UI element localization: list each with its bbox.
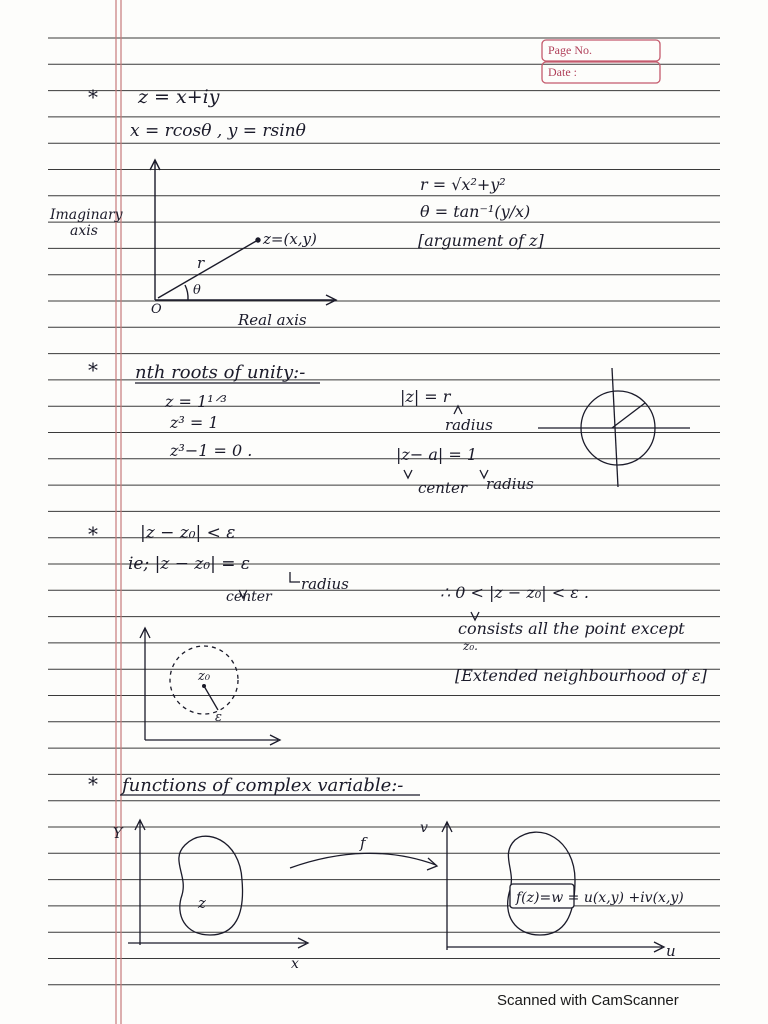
angle-arc: [185, 285, 188, 300]
eq-polar: x = rcosθ , y = rsinθ: [130, 121, 306, 141]
imaginary-axis-label-2: axis: [70, 223, 98, 239]
extended-note: [Extended neighbourhood of ε]: [455, 666, 707, 685]
origin-label: O: [151, 302, 162, 317]
f-arrow-label: f: [360, 834, 366, 852]
bullet-1: *: [88, 85, 98, 109]
modulus-eq-1: |z| = r: [400, 387, 451, 406]
theta-label: θ: [193, 283, 201, 298]
date-label: Date :: [548, 65, 577, 79]
functions-title: functions of complex variable:-: [122, 775, 404, 796]
roots-eq-3: z³−1 = 0 .: [170, 441, 253, 460]
u-axis-label: u: [666, 942, 676, 960]
r-formula: r = √x²+y²: [420, 175, 506, 194]
v-axis-label: v: [420, 820, 428, 836]
z-region-label: z: [198, 894, 206, 912]
radius-label-2: radius: [486, 475, 534, 493]
nbhd-eq-2: ie; |z − z₀| = ε: [128, 554, 251, 574]
consists-note: consists all the point except: [458, 619, 685, 638]
bullet-4: *: [88, 772, 98, 796]
roots-eq-1: z = 1¹ᐟ³: [165, 392, 227, 411]
x-axis-label: x: [291, 956, 299, 972]
z0-point: [202, 684, 206, 688]
r-label: r: [197, 254, 205, 272]
roots-eq-2: z³ = 1: [170, 413, 219, 432]
bullet-2: *: [88, 358, 98, 382]
roots-title: nth roots of unity:-: [135, 362, 306, 383]
unit-circle-radius: [612, 403, 645, 428]
z0-label: z₀: [198, 669, 211, 684]
center-label-3: center: [226, 589, 272, 605]
radius-hook-3: [290, 572, 300, 582]
imaginary-axis-label-1: Imaginary: [50, 207, 123, 223]
z-region-blob: [179, 836, 243, 935]
section-complex-functions: [120, 795, 664, 952]
radius-label-1: radius: [445, 416, 493, 434]
mapping-arrow: [290, 853, 436, 868]
scanner-watermark: Scanned with CamScanner: [497, 992, 679, 1009]
center-label-1: center: [418, 479, 468, 497]
theta-formula: θ = tan⁻¹(y/x): [420, 202, 531, 221]
z0-small: z₀.: [463, 639, 478, 653]
nbhd-eq-1: |z − z₀| < ε: [140, 523, 236, 543]
point-z: [256, 238, 260, 242]
eq-z-equals: z = x+iy: [138, 86, 220, 108]
argument-note: [argument of z]: [418, 231, 544, 250]
bullet-3: *: [88, 522, 98, 546]
ruled-lines: [48, 38, 720, 985]
modulus-eq-2: |z− a| = 1: [396, 445, 477, 464]
point-label: z=(x,y): [263, 230, 317, 248]
neighbourhood-radius: [204, 686, 218, 710]
mapping-formula: f(z)=w = u(x,y) +iv(x,y): [516, 890, 684, 906]
y-axis-label: Y: [113, 826, 123, 842]
section-neighbourhood: [140, 572, 479, 745]
real-axis-label: Real axis: [238, 311, 307, 329]
page-no-label: Page No.: [548, 43, 592, 57]
epsilon-label: ε: [215, 710, 222, 725]
center-arrow-icon: [404, 470, 412, 478]
radius-arrow-icon: [454, 406, 462, 414]
radius-label-3: radius: [301, 575, 349, 593]
nbhd-eq-3: ∴ 0 < |z − z₀| < ε .: [440, 583, 589, 602]
